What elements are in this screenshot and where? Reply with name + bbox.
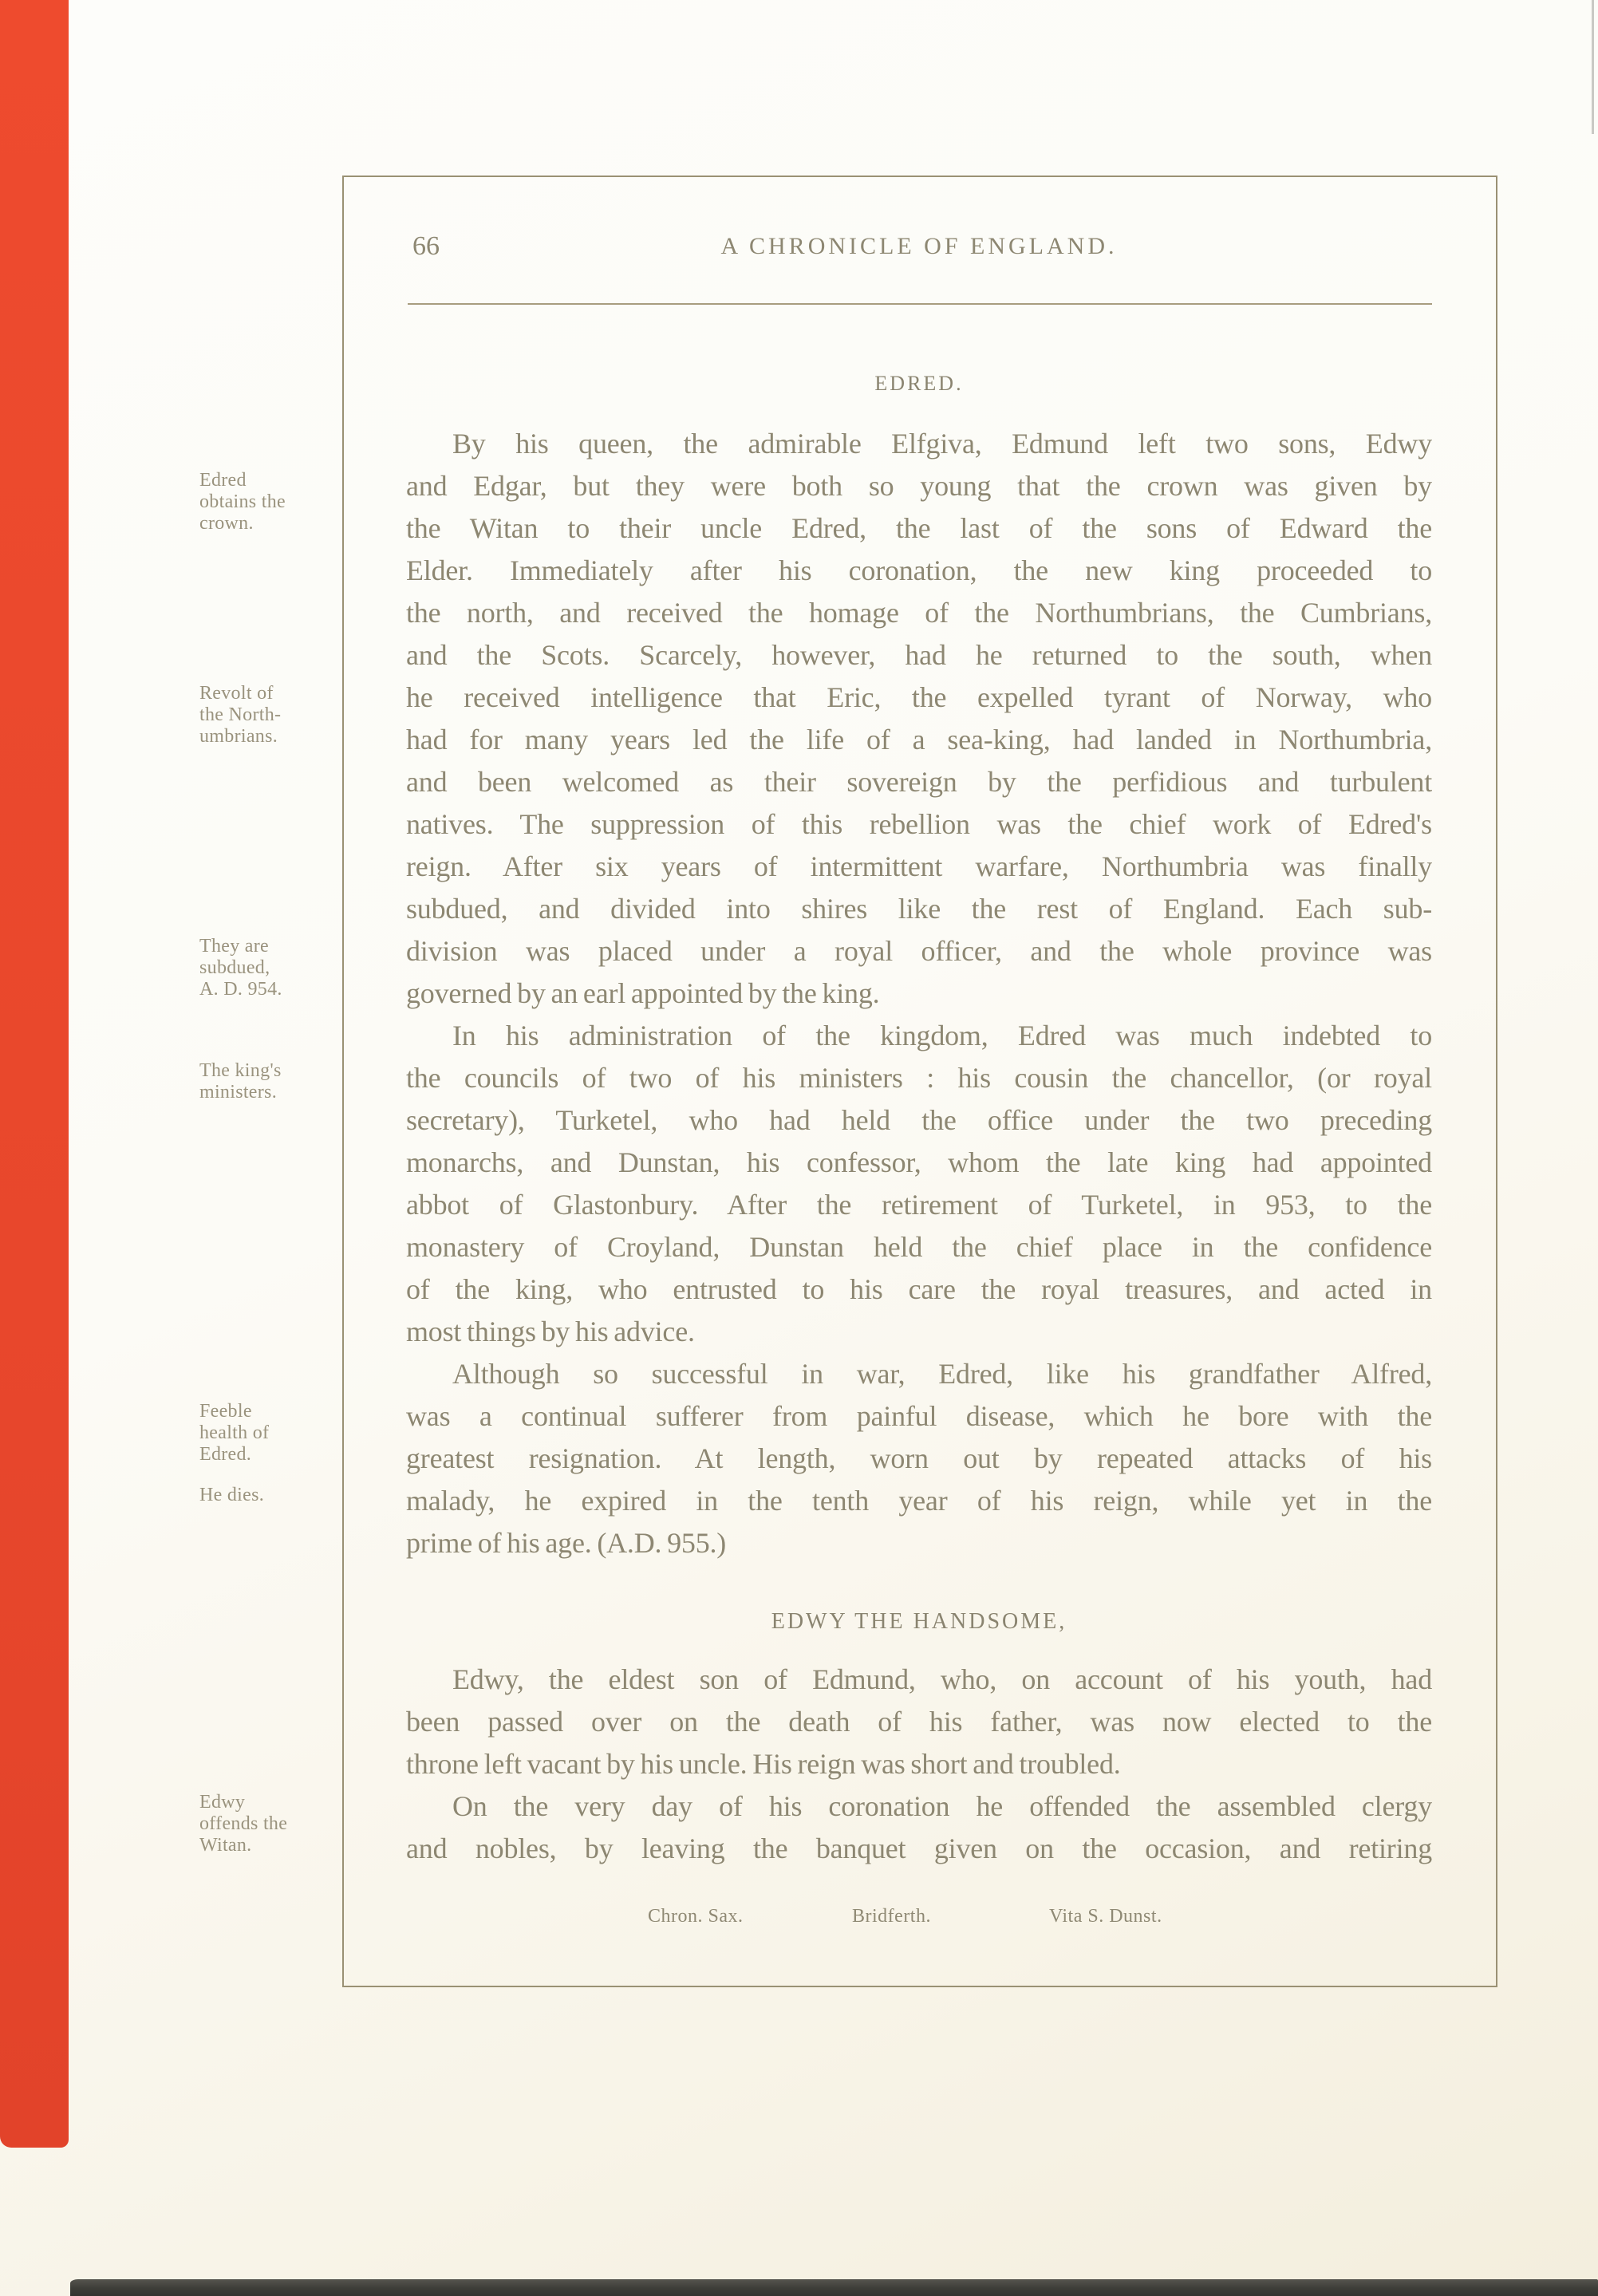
text-line: was a continual sufferer from painful disease, which he bore with the: [406, 1400, 1432, 1432]
text-line: the councils of two of his ministers : his cousin the chancellor, (or royal: [406, 1062, 1432, 1094]
text-line: subdued, and divided into shires like the rest of England. Each sub-: [406, 893, 1432, 925]
margin-note-line: Edwy: [199, 1792, 246, 1813]
text-line: and Edgar, but they were both so young that the crown was given by: [406, 470, 1432, 502]
text-line: Edwy, the eldest son of Edmund, who, on account of his youth, had: [452, 1663, 1432, 1695]
margin-note: [199, 470, 335, 535]
text-line: greatest resignation. At length, worn out by repeated attacks of his: [406, 1442, 1432, 1474]
text-line: abbot of Glastonbury. After the retirement of Turketel, in 953, to the: [406, 1189, 1432, 1221]
header-rule: [408, 303, 1432, 305]
text-line: natives. The suppression of this rebellion was the chief work of Edred's: [406, 808, 1432, 840]
text-line: of the king, who entrusted to his care the royal treasures, and acted in: [406, 1273, 1432, 1305]
section-heading-edwy: EDWY THE HANDSOME,: [771, 1609, 1067, 1634]
text-line: the north, and received the homage of the Northumbrians, the Cumbrians,: [406, 597, 1432, 629]
page-header: [406, 230, 1432, 265]
text-line: and the Scots. Scarcely, however, had he returned to the south, when: [406, 639, 1432, 671]
margin-note-line: obtains the: [199, 491, 286, 512]
footnote-citation: Bridferth.: [852, 1906, 931, 1927]
text-line: secretary), Turketel, who had held the office under the two preceding: [406, 1104, 1432, 1136]
margin-note: [199, 1060, 335, 1103]
text-line: he received intelligence that Eric, the expelled tyrant of Norway, who: [406, 681, 1432, 713]
margin-note-line: Witan.: [199, 1835, 252, 1856]
margin-note-line: offends the: [199, 1813, 288, 1834]
margin-note-line: the North-: [199, 704, 282, 725]
margin-note-line: The king's: [199, 1060, 282, 1081]
red-spine-stripe: [0, 0, 69, 2148]
margin-note: [199, 1485, 335, 1506]
text-line: division was placed under a royal officer, and the whole province was: [406, 935, 1432, 967]
text-line: and been welcomed as their sovereign by the perfidious and turbulent: [406, 766, 1432, 798]
section-body-edwy: [406, 1659, 1432, 1870]
footnote-citation: Chron. Sax.: [648, 1906, 744, 1927]
margin-note-line: Edred.: [199, 1444, 252, 1465]
margin-note-line: crown.: [199, 513, 254, 534]
margin-note: [199, 1401, 335, 1466]
footnote-citation: Vita S. Dunst.: [1049, 1906, 1162, 1927]
margin-note-line: They are: [199, 936, 270, 957]
text-line: throne left vacant by his uncle. His reign was short and troubled.: [406, 1748, 1121, 1780]
margin-note: [199, 683, 335, 748]
text-line: the Witan to their uncle Edred, the last of the sons of Edward the: [406, 512, 1432, 544]
margin-note-line: A. D. 954.: [199, 979, 282, 1000]
margin-note-line: health of: [199, 1422, 270, 1443]
text-line: had for many years led the life of a sea-king, had landed in Northumbria,: [406, 724, 1432, 755]
text-line: most things by his advice.: [406, 1316, 695, 1347]
page-number: 66: [412, 231, 440, 261]
scan-bed-band: [70, 2279, 1598, 2296]
margin-note-line: ministers.: [199, 1082, 277, 1103]
text-line: governed by an earl appointed by the king.: [406, 977, 880, 1009]
text-line: reign. After six years of intermittent warfare, Northumbria was finally: [406, 850, 1432, 882]
margin-note-line: Edred: [199, 470, 247, 491]
text-line: By his queen, the admirable Elfgiva, Edmund left two sons, Edwy: [452, 428, 1432, 460]
running-title: A CHRONICLE OF ENGLAND.: [720, 233, 1118, 259]
section-body-edred: [406, 423, 1432, 1564]
text-line: and nobles, by leaving the banquet given on the occasion, and retiring: [406, 1832, 1432, 1864]
text-line: monarchs, and Dunstan, his confessor, whom the late king had appointed: [406, 1146, 1432, 1178]
margin-note-line: He dies.: [199, 1485, 265, 1505]
text-line: Elder. Immediately after his coronation, the new king proceeded to: [406, 554, 1432, 586]
text-line: been passed over on the death of his father, was now elected to the: [406, 1706, 1432, 1738]
scan-edge-artifact: [1592, 0, 1594, 134]
text-line: On the very day of his coronation he offended the assembled clergy: [452, 1790, 1432, 1822]
margin-note-line: subdued,: [199, 957, 270, 978]
text-line: malady, he expired in the tenth year of his reign, while yet in the: [406, 1485, 1432, 1517]
text-line: In his administration of the kingdom, Edred was much indebted to: [452, 1020, 1432, 1051]
margin-note-line: umbrians.: [199, 726, 278, 747]
section-heading-edred: EDRED.: [874, 372, 964, 395]
margin-note: [199, 936, 335, 1000]
footnote-row: [0, 1903, 1598, 1932]
text-line: monastery of Croyland, Dunstan held the chief place in the confidence: [406, 1231, 1432, 1263]
text-line: Although so successful in war, Edred, like his grandfather Alfred,: [452, 1358, 1432, 1390]
margin-note-line: Feeble: [199, 1401, 252, 1422]
text-line: prime of his age. (A.D. 955.): [406, 1527, 727, 1559]
margin-note-line: Revolt of: [199, 683, 274, 704]
margin-note: [199, 1792, 335, 1856]
